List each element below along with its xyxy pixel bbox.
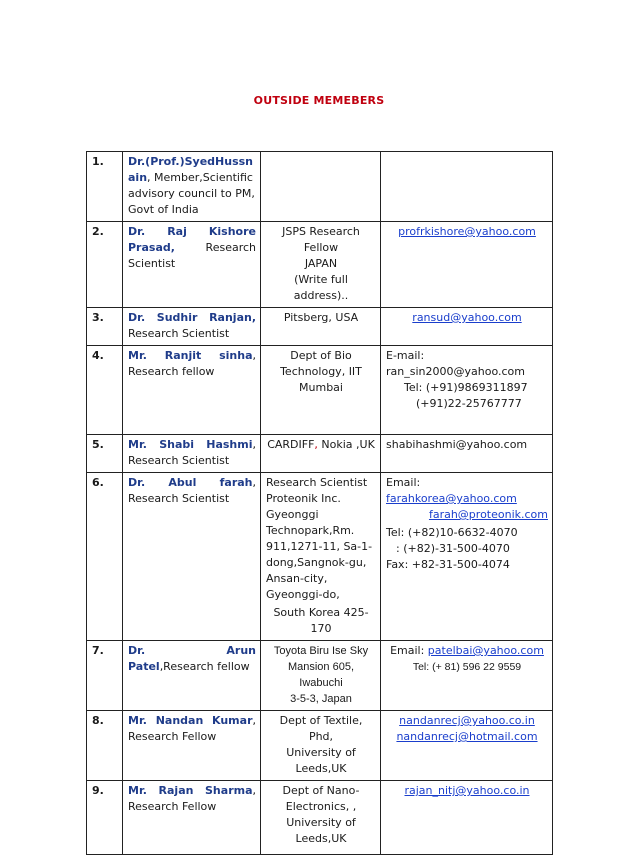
member-name: Dr. Raj Kishore Prasad,	[128, 225, 256, 254]
address-cell	[261, 641, 381, 711]
member-role: , Research Fellow	[128, 714, 256, 743]
member-role: ,Research fellow	[159, 660, 250, 673]
row-number: 8.	[87, 711, 123, 781]
phone-text: Tel: (+ 81) 596 22 9559	[412, 661, 522, 673]
address-cell	[261, 346, 381, 435]
address-rest: Nokia ,UK	[317, 438, 375, 451]
row-number: 2.	[87, 222, 123, 308]
table-row	[87, 346, 553, 435]
member-name: Mr. Ranjit sinha	[128, 349, 253, 362]
table-row	[87, 222, 553, 308]
phone-text: (+91)22-25767777	[416, 397, 522, 410]
member-cell	[123, 473, 261, 641]
fax-text: Fax: +82-31-500-4074	[386, 558, 510, 571]
contact-label: Email:	[386, 476, 421, 489]
address-line: Gyeonggi-do,	[266, 588, 340, 601]
member-cell	[123, 346, 261, 435]
member-name: Mr. Nandan Kumar	[128, 714, 253, 727]
member-role: , Research Scientist	[128, 438, 256, 467]
address-line: Gyeonggi	[266, 508, 319, 521]
email-link[interactable]: rajan_nitj@yahoo.co.in	[404, 784, 530, 797]
row-number: 3.	[87, 308, 123, 346]
table-row	[87, 641, 553, 711]
contact-cell	[381, 711, 553, 781]
contact-cell	[381, 781, 553, 855]
member-cell	[123, 641, 261, 711]
address-line: Proteonik Inc.	[266, 492, 341, 505]
phone-text: Tel: (+91)9869311897	[404, 381, 528, 394]
address-line: Technology, IIT	[280, 365, 362, 378]
address-line: (Write full	[294, 273, 348, 286]
member-cell	[123, 711, 261, 781]
address-line: University of	[286, 746, 356, 759]
address-line: Technopark,Rm.	[266, 524, 355, 537]
contact-label: Email:	[390, 644, 428, 657]
address-cell	[261, 308, 381, 346]
address-line: Fellow	[303, 241, 339, 254]
address-line: South Korea 425-	[273, 606, 369, 619]
email-link[interactable]: farahkorea@yahoo.com	[386, 492, 517, 505]
row-number: 5.	[87, 435, 123, 473]
address-line: 170	[310, 622, 332, 635]
member-name: Dr. Arun Patel	[128, 644, 256, 673]
address-line: Pitsberg, USA	[283, 311, 359, 324]
member-cell	[123, 308, 261, 346]
address-cell	[261, 435, 381, 473]
email-link[interactable]: profrkishore@yahoo.com	[398, 225, 536, 238]
member-cell	[123, 781, 261, 855]
contact-cell	[381, 308, 553, 346]
address-line: dong,Sangnok-gu,	[266, 556, 367, 569]
member-role: Research Scientist	[128, 241, 256, 270]
address-line: JSPS Research	[282, 225, 360, 238]
row-number: 7.	[87, 641, 123, 711]
address-line: Research Scientist	[266, 476, 368, 489]
address-line: Dept of Nano-	[282, 784, 360, 797]
email-text: shabihashmi@yahoo.com	[386, 438, 528, 451]
address-line: Toyota Biru Ise Sky	[273, 645, 369, 657]
member-role: , Research Scientist	[128, 476, 256, 505]
email-link[interactable]: nandanrecj@yahoo.co.in	[399, 714, 535, 727]
table-row	[87, 473, 553, 641]
table-row	[87, 152, 553, 222]
address-cell	[261, 152, 381, 222]
contact-cell	[381, 435, 553, 473]
contact-cell	[381, 152, 553, 222]
contact-label: E-mail:	[386, 349, 425, 362]
row-number: 4.	[87, 346, 123, 435]
address-city: CARDIFF	[267, 438, 315, 451]
member-role: , Member,Scientific advisory council to PM, Govt of India	[128, 171, 255, 216]
table-row	[87, 435, 553, 473]
address-line: Leeds,UK	[295, 832, 347, 845]
address-line: Dept of Bio	[290, 349, 352, 362]
address-line: Electronics, ,	[285, 800, 357, 813]
contact-cell	[381, 473, 553, 641]
address-line: 911,1271-11, Sa-1-	[266, 540, 373, 553]
contact-cell	[381, 222, 553, 308]
members-table	[86, 151, 553, 855]
member-role: Research Scientist	[128, 327, 230, 340]
address-line: Ansan-city,	[266, 572, 328, 585]
address-cell	[261, 781, 381, 855]
address-line: JAPAN	[304, 257, 338, 270]
member-name: Dr. Sudhir Ranjan,	[128, 311, 256, 324]
email-link[interactable]: nandanrecj@hotmail.com	[396, 730, 538, 743]
email-link[interactable]: farah@proteonik.com	[428, 508, 548, 521]
address-line: address)..	[293, 289, 349, 302]
member-name: Dr. Abul farah	[128, 476, 253, 489]
row-number: 9.	[87, 781, 123, 855]
member-name: Dr.(Prof.)SyedHussn ain	[128, 155, 254, 184]
address-line: Leeds,UK	[295, 762, 347, 775]
member-name: Mr. Rajan Sharma	[128, 784, 253, 797]
email-text: ran_sin2000@yahoo.com	[386, 365, 525, 378]
row-number: 1.	[87, 152, 123, 222]
contact-cell	[381, 346, 553, 435]
address-line: 3-5-3, Japan	[290, 693, 352, 705]
address-line: Dept of Textile, Phd,	[279, 714, 363, 743]
page-title: OUTSIDE MEMEBERS	[253, 94, 385, 107]
member-role: , Research Fellow	[128, 784, 256, 813]
contact-cell	[381, 641, 553, 711]
member-name: Mr. Shabi Hashmi	[128, 438, 253, 451]
row-number: 6.	[87, 473, 123, 641]
member-cell	[123, 222, 261, 308]
member-role: , Research fellow	[128, 349, 256, 378]
email-link[interactable]: patelbai@yahoo.com	[427, 644, 544, 657]
address-cell	[261, 711, 381, 781]
table-row	[87, 308, 553, 346]
address-line: Mumbai	[299, 381, 343, 394]
member-cell	[123, 152, 261, 222]
address-cell	[261, 222, 381, 308]
table-row	[87, 781, 553, 855]
address-line: University of	[286, 816, 356, 829]
address-comma: ,	[314, 438, 318, 451]
table-row	[87, 711, 553, 781]
email-link[interactable]: ransud@yahoo.com	[412, 311, 522, 324]
phone-text: : (+82)-31-500-4070	[396, 542, 510, 555]
member-cell	[123, 435, 261, 473]
address-cell	[261, 473, 381, 641]
phone-text: Tel: (+82)10-6632-4070	[386, 526, 518, 539]
address-line: Mansion 605, Iwabuchi	[287, 661, 355, 689]
